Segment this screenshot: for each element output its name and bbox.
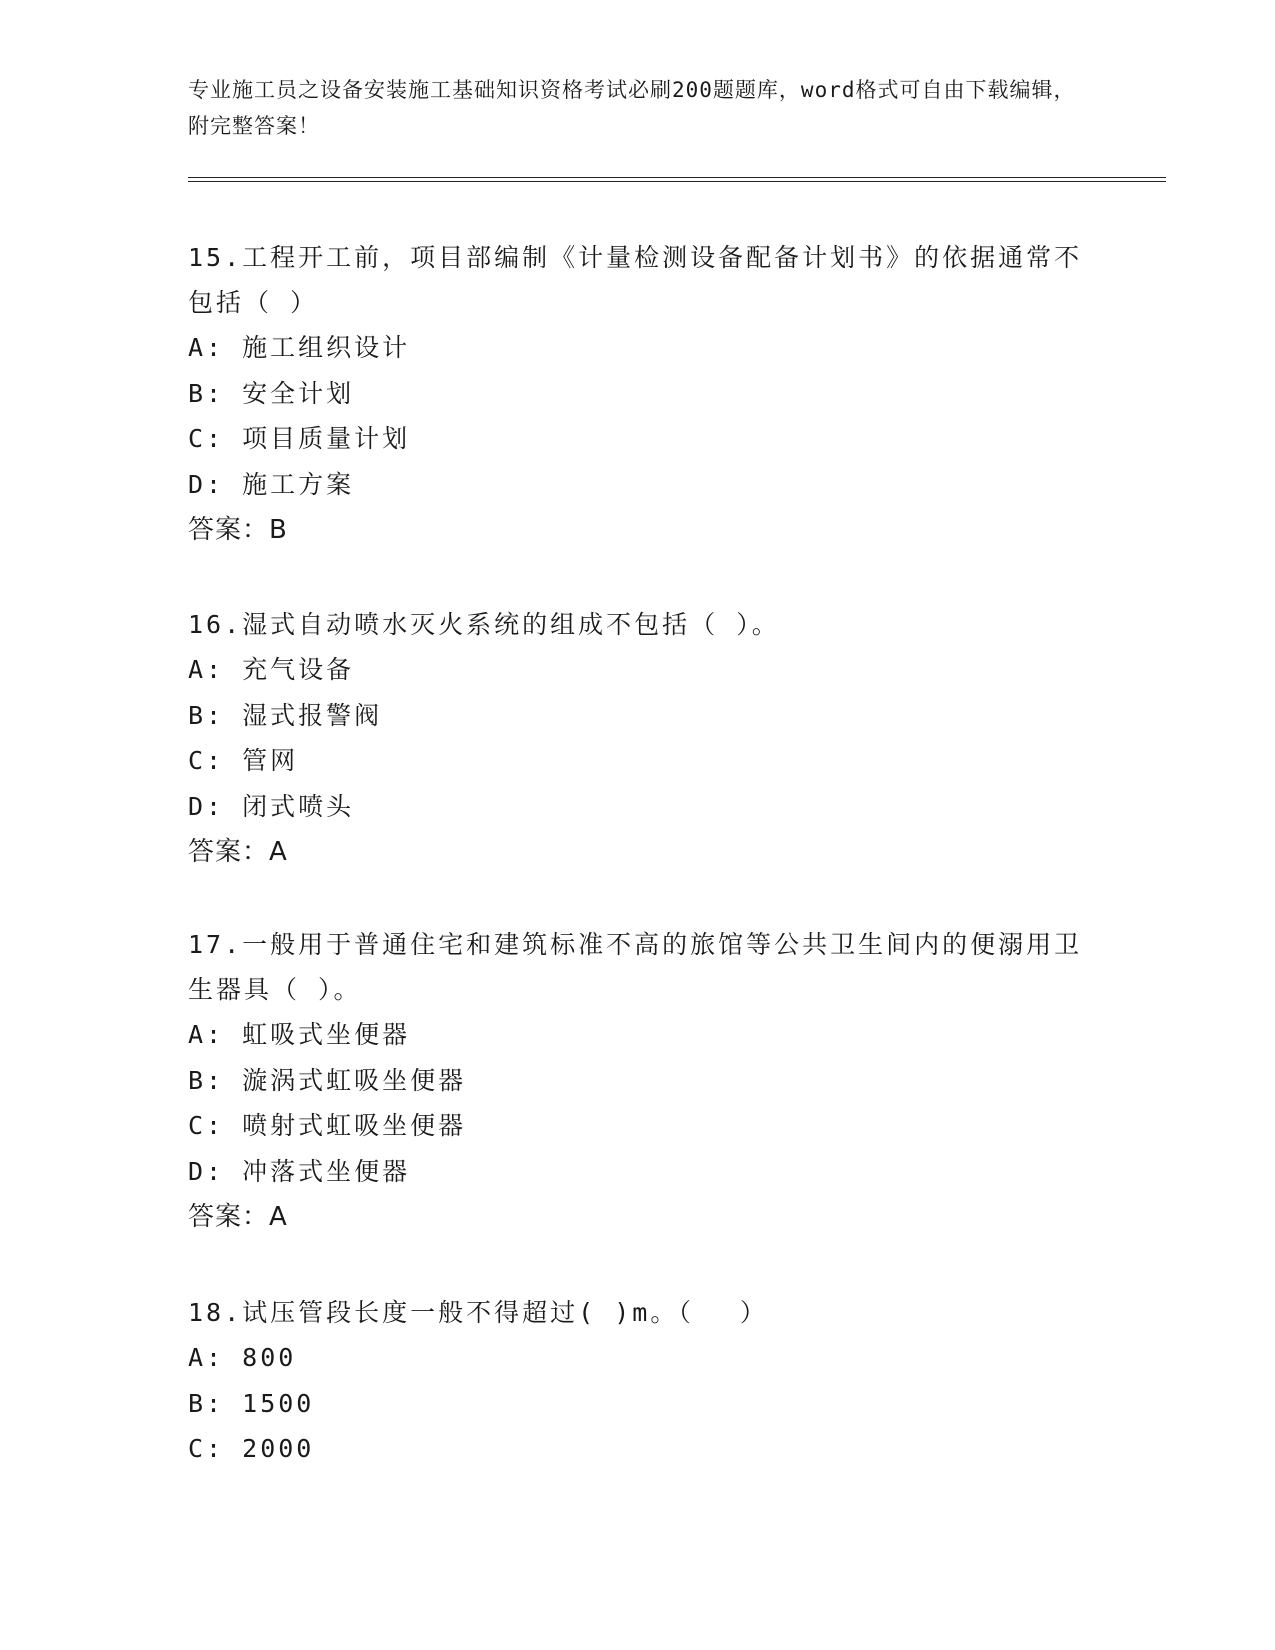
question-15 <box>188 235 1088 553</box>
option-b: B: 漩涡式虹吸坐便器 <box>188 1065 467 1095</box>
option-a: A: 虹吸式坐便器 <box>188 1020 411 1049</box>
question-17 <box>188 922 1088 1240</box>
question-stem: 17.一般用于普通住宅和建筑标准不高的旅馆等公共卫生间内的便溺用卫生器具（ ）。 <box>188 930 1083 1004</box>
option-c: C: 喷射式虹吸坐便器 <box>188 1111 467 1140</box>
option-a: A: 施工组织设计 <box>188 333 411 362</box>
question-16 <box>188 602 1088 875</box>
question-18 <box>188 1290 1088 1472</box>
answer: 答案：A <box>188 1202 288 1232</box>
option-c: C: 项目质量计划 <box>188 424 411 453</box>
option-b: B: 湿式报警阀 <box>188 700 383 730</box>
question-stem: 15.工程开工前，项目部编制《计量检测设备配备计划书》的依据通常不包括（ ） <box>188 243 1083 317</box>
question-stem: 18.试压管段长度一般不得超过( )m。（ ） <box>188 1298 768 1327</box>
answer: 答案：A <box>188 837 288 867</box>
option-a: A: 充气设备 <box>188 655 355 684</box>
header-divider <box>188 177 1166 182</box>
option-d: D: 施工方案 <box>188 469 355 499</box>
option-b: B: 安全计划 <box>188 378 355 408</box>
option-a: A: 800 <box>188 1343 297 1372</box>
question-stem: 16.湿式自动喷水灭火系统的组成不包括（ ）。 <box>188 610 780 639</box>
option-c: C: 2000 <box>188 1434 315 1463</box>
answer: 答案：B <box>188 515 288 545</box>
header-intro-text: 专业施工员之设备安装施工基础知识资格考试必刷200题题库，word格式可自由下载编辑，附完整答案！ <box>188 78 1076 138</box>
option-b: B: 1500 <box>188 1388 315 1418</box>
option-c: C: 管网 <box>188 746 299 775</box>
option-d: D: 冲落式坐便器 <box>188 1156 411 1186</box>
document-header <box>188 72 1088 144</box>
option-d: D: 闭式喷头 <box>188 791 355 821</box>
